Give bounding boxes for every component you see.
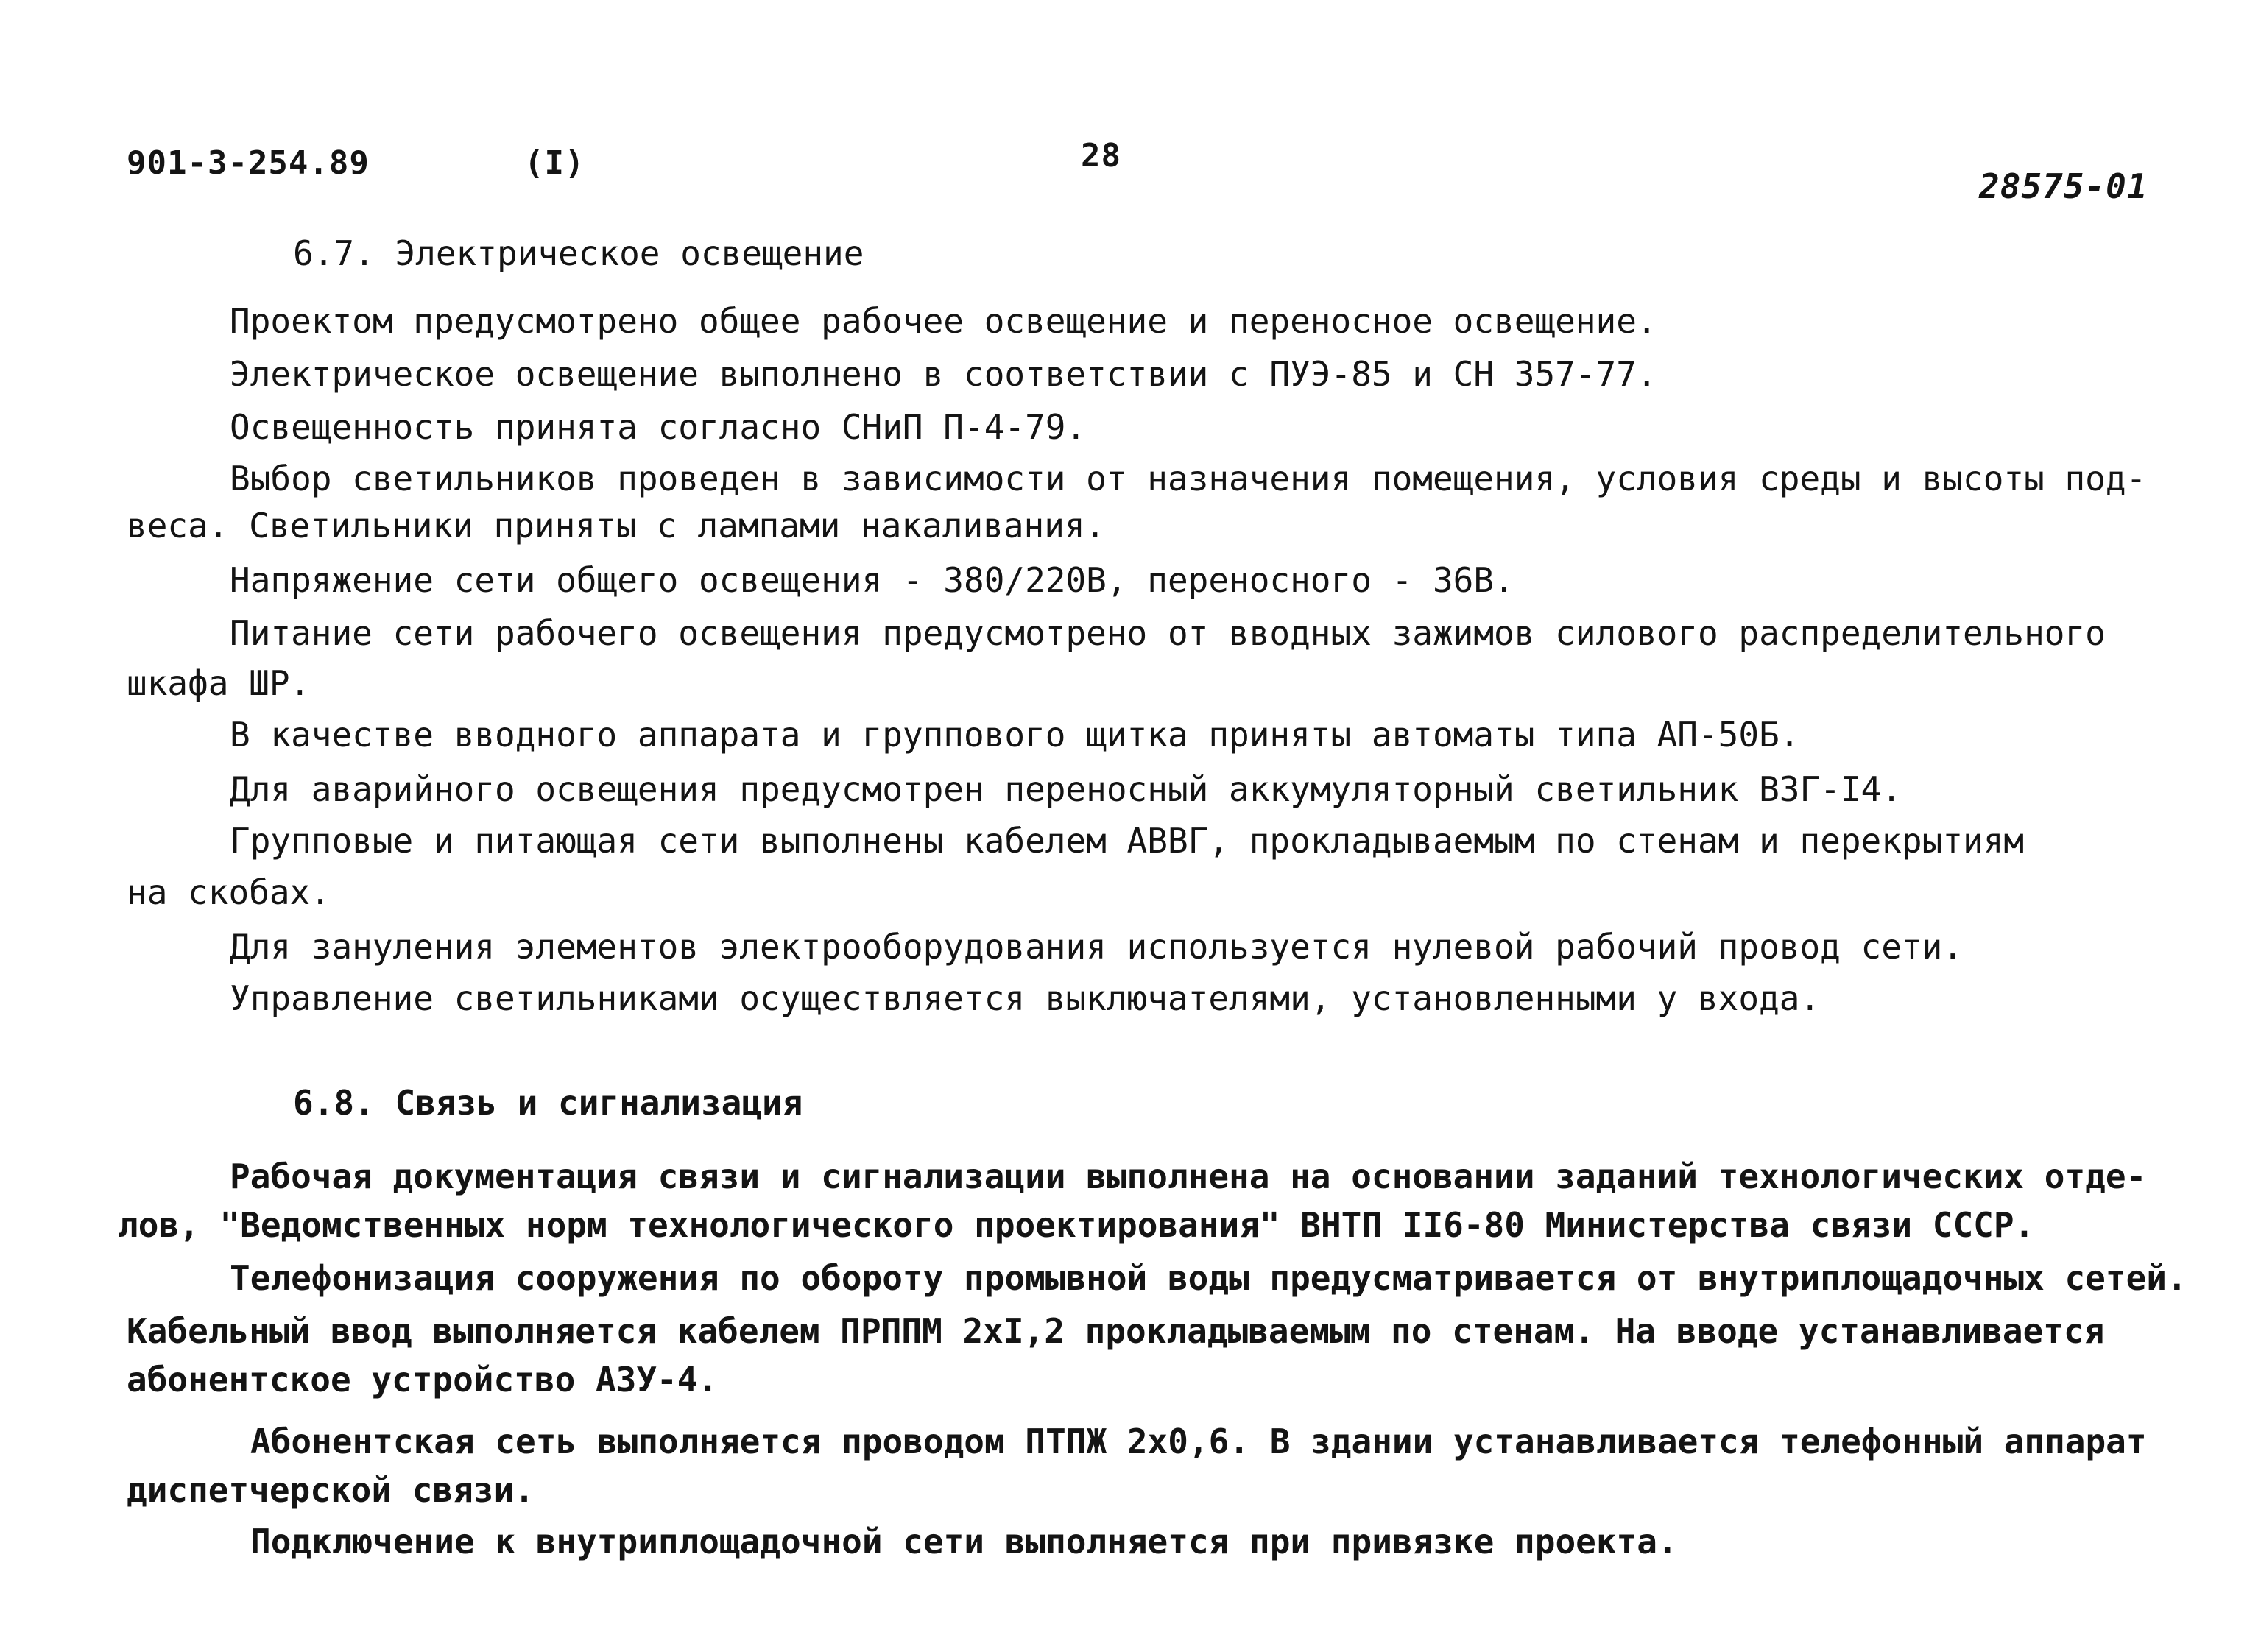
paragraph-line: веса. Светильники приняты с лампами накаливания. xyxy=(127,506,1106,546)
paragraph-line: Групповые и питающая сети выполнены кабелем АВВГ, прокладываемым по стенам и перекрытиям xyxy=(230,821,2025,861)
page-number: 28 xyxy=(1081,137,1121,174)
paragraph-line: Телефонизация сооружения по обороту промывной воды предусматривается от внутриплощадочных сетей. xyxy=(230,1258,2187,1298)
paragraph-line: Выбор светильников проведен в зависимости от назначения помещения, условия среды и высоты под- xyxy=(230,459,2147,498)
paragraph-line: Для зануления элементов электрооборудования используется нулевой рабочий провод сети. xyxy=(230,927,1964,967)
section-heading-6-8: 6.8. Связь и сигнализация xyxy=(293,1083,803,1123)
document-code: 901-3-254.89 xyxy=(127,144,370,182)
paragraph-line: лов, "Ведомственных норм технологического проектирования" ВНТП II6-80 Министерства связи СССР. xyxy=(118,1205,2035,1245)
document-part: (I) xyxy=(524,144,585,182)
section-heading-6-7: 6.7. Электрическое освещение xyxy=(293,233,864,273)
paragraph-line: шкафа ШР. xyxy=(127,663,311,703)
paragraph-line: Абонентская сеть выполняется проводом ПТПЖ 2х0,6. В здании устанавливается телефонный аппарат xyxy=(250,1422,2147,1461)
paragraph-line: Питание сети рабочего освещения предусмотрено от вводных зажимов силового распределительного xyxy=(230,613,2106,653)
paragraph-line: Освещенность принята согласно СНиП П-4-79. xyxy=(230,407,1087,447)
paragraph-line: Управление светильниками осуществляется выключателями, установленными у входа. xyxy=(230,978,1821,1018)
paragraph-line: Кабельный ввод выполняется кабелем ПРППМ 2хI,2 прокладываемым по стенам. На вводе устанавливается xyxy=(127,1311,2105,1351)
paragraph-line: Электрическое освещение выполнено в соответствии с ПУЭ-85 и СН 357-77. xyxy=(230,354,1657,394)
paragraph-line: Проектом предусмотрено общее рабочее освещение и переносное освещение. xyxy=(230,301,1657,341)
paragraph-line: Подключение к внутриплощадочной сети выполняется при привязке проекта. xyxy=(250,1522,1678,1561)
paragraph-line: Для аварийного освещения предусмотрен переносный аккумуляторный светильник ВЗГ-I4. xyxy=(230,769,1902,809)
paragraph-line: Рабочая документация связи и сигнализации выполнена на основании заданий технологических отде- xyxy=(230,1157,2147,1196)
paragraph-line: Напряжение сети общего освещения - 380/220В, переносного - 36В. xyxy=(230,560,1514,600)
paragraph-line: В качестве вводного аппарата и группового щитка приняты автоматы типа АП-50Б. xyxy=(230,715,1800,755)
paragraph-line: абонентское устройство АЗУ-4. xyxy=(127,1360,719,1399)
paragraph-line: диспетчерской связи. xyxy=(127,1470,535,1510)
inventory-number: 28575-01 xyxy=(1979,166,2148,206)
paragraph-line: на скобах. xyxy=(127,872,331,912)
